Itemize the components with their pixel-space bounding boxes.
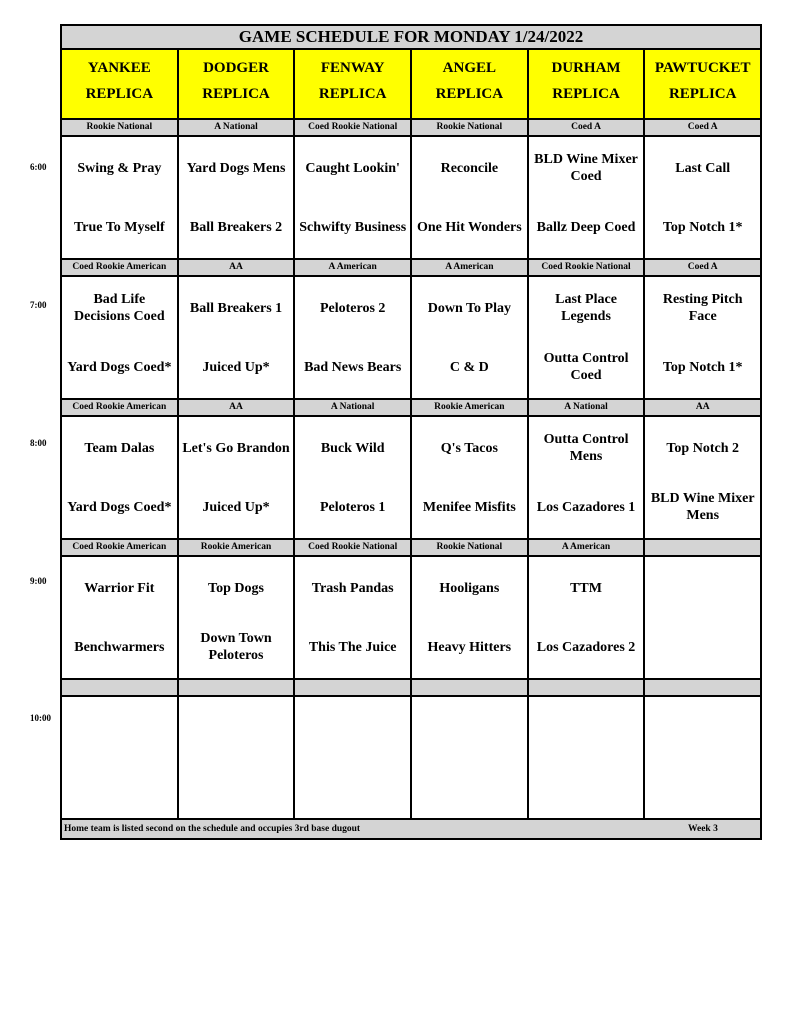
home-team: Peloteros 1 [319,499,386,515]
schedule-title: GAME SCHEDULE FOR MONDAY 1/24/2022 [62,26,760,50]
home-team [645,757,760,817]
away-team: BLD Wine Mixer Coed [534,152,638,184]
home-team: Los Cazadores 2 [536,639,636,655]
game-cell [645,277,760,398]
away-team [179,697,294,757]
home-team: Juiced Up* [202,359,270,375]
home-team [529,757,644,817]
division-row [62,680,760,697]
field-header-yankee [62,50,179,118]
game-row [62,277,760,400]
game-cell [62,137,179,258]
division-label: Rookie National [62,120,179,135]
home-team: Ball Breakers 2 [189,219,283,235]
division-label: Rookie National [412,120,529,135]
game-cell [529,417,646,538]
division-label: A National [295,400,412,415]
game-cell [295,697,412,818]
away-team: Down To Play [427,300,511,316]
away-team: Hooligans [439,580,500,596]
division-label: Coed Rookie American [62,260,179,275]
time-label: 8:00 [30,438,47,448]
away-team: Outta Control Mens [543,432,629,464]
division-row [62,400,760,417]
home-team: Ballz Deep Coed [536,219,636,235]
home-team: Top Notch 1* [662,219,743,235]
division-label: Rookie American [412,400,529,415]
field-sub: REPLICA [318,86,387,102]
division-label: A American [529,540,646,555]
away-team: Last Place Legends [555,292,617,324]
game-cell [295,417,412,538]
field-header-durham [529,50,646,118]
game-cell [179,137,296,258]
game-cell [412,417,529,538]
division-label: A American [412,260,529,275]
time-label: 7:00 [30,300,47,310]
game-row [62,137,760,260]
division-label: Coed Rookie National [295,540,412,555]
home-team: True To Myself [73,219,165,235]
footer-note: Home team is listed second on the schedule and occupies 3rd base dugout [64,824,361,834]
field-sub: REPLICA [85,86,154,102]
home-team: Yard Dogs Coed* [67,499,172,515]
division-label [645,680,760,695]
game-cell [529,277,646,398]
field-name: ANGEL [442,60,497,76]
away-team: Let's Go Brandon [182,440,290,456]
field-name: DODGER [203,60,269,76]
division-label: Coed Rookie American [62,540,179,555]
division-label: Coed Rookie National [295,120,412,135]
away-team: Buck Wild [320,440,385,456]
away-team: TTM [570,580,602,596]
field-sub: REPLICA [202,86,270,102]
home-team [412,757,527,817]
away-team: Caught Lookin' [305,160,400,176]
division-label [179,680,296,695]
field-header-fenway [295,50,412,118]
game-cell [179,277,296,398]
division-label [529,680,646,695]
away-team [295,697,410,757]
away-team: Trash Pandas [311,580,394,596]
game-row [62,557,760,680]
division-label: A American [295,260,412,275]
home-team: Yard Dogs Coed* [67,359,172,375]
division-row [62,260,760,277]
home-team [645,617,760,677]
away-team: Resting Pitch Face [662,292,743,324]
time-label: 6:00 [30,162,47,172]
away-team [412,697,527,757]
time-slots [62,120,760,818]
home-team: BLD Wine Mixer Mens [650,491,755,523]
game-cell [295,137,412,258]
game-cell [179,417,296,538]
away-team [62,697,177,757]
home-team: Menifee Misfits [422,499,516,515]
division-label: AA [179,400,296,415]
away-team: Warrior Fit [84,580,155,596]
home-team: Heavy Hitters [427,639,512,655]
game-cell [62,277,179,398]
away-team: Top Notch 2 [666,440,739,456]
game-cell [295,557,412,678]
away-team: Ball Breakers 1 [189,300,283,316]
week-label: Week 3 [688,824,718,834]
field-header-row [62,50,760,120]
home-team: Top Notch 1* [662,359,743,375]
away-team: Q's Tacos [440,440,498,456]
schedule-footer [62,818,760,838]
schedule-sheet [60,24,762,840]
field-name: YANKEE [87,60,151,76]
field-sub: REPLICA [435,86,504,102]
away-team [645,557,760,617]
home-team: Down Town Peloteros [200,631,272,663]
away-team: Team Dalas [84,440,155,456]
away-team [645,697,760,757]
game-cell [62,417,179,538]
game-cell [645,137,760,258]
division-label [295,680,412,695]
game-cell [412,697,529,818]
home-team: Juiced Up* [202,499,270,515]
division-label [645,540,760,555]
away-team: Last Call [675,160,731,176]
game-cell [412,137,529,258]
field-header-dodger [179,50,296,118]
division-label: Rookie National [412,540,529,555]
home-team: Bad News Bears [304,359,402,375]
division-label: Coed A [645,120,760,135]
division-row [62,540,760,557]
division-label [412,680,529,695]
away-team [529,697,644,757]
home-team: One Hit Wonders [416,219,522,235]
away-team: Swing & Pray [77,160,162,176]
field-sub: REPLICA [668,86,737,102]
away-team: Top Dogs [208,580,264,596]
home-team: Schwifty Business [299,219,407,235]
field-header-angel [412,50,529,118]
game-cell [529,557,646,678]
division-label: A National [179,120,296,135]
division-label: AA [179,260,296,275]
division-label: Coed A [529,120,646,135]
home-team [62,757,177,817]
time-label: 9:00 [30,576,47,586]
game-cell [412,277,529,398]
division-label: AA [645,400,760,415]
home-team: Outta Control Coed [543,351,629,383]
home-team: Los Cazadores 1 [536,499,636,515]
division-label: Coed A [645,260,760,275]
home-team [295,757,410,817]
division-label: Coed Rookie American [62,400,179,415]
away-team: Peloteros 2 [319,300,386,316]
home-team [179,757,294,817]
field-name: PAWTUCKET [654,60,751,76]
division-row [62,120,760,137]
game-row [62,417,760,540]
away-team: Yard Dogs Mens [186,160,286,176]
game-cell [529,137,646,258]
game-row [62,697,760,818]
game-cell [295,277,412,398]
field-name: FENWAY [320,60,385,76]
division-label: A National [529,400,646,415]
game-cell [62,697,179,818]
game-cell [645,557,760,678]
division-label: Coed Rookie National [529,260,646,275]
game-cell [645,417,760,538]
field-name: DURHAM [551,60,621,76]
game-cell [179,697,296,818]
game-cell [412,557,529,678]
field-sub: REPLICA [552,86,620,102]
game-cell [62,557,179,678]
game-cell [179,557,296,678]
home-team: This The Juice [308,639,397,655]
game-cell [645,697,760,818]
time-label: 10:00 [30,713,51,723]
division-label: Rookie American [179,540,296,555]
home-team: Benchwarmers [74,639,165,655]
home-team: C & D [449,359,489,375]
away-team: Bad Life Decisions Coed [74,292,165,324]
game-cell [529,697,646,818]
away-team: Reconcile [440,160,499,176]
field-header-pawtucket [645,50,760,118]
division-label [62,680,179,695]
